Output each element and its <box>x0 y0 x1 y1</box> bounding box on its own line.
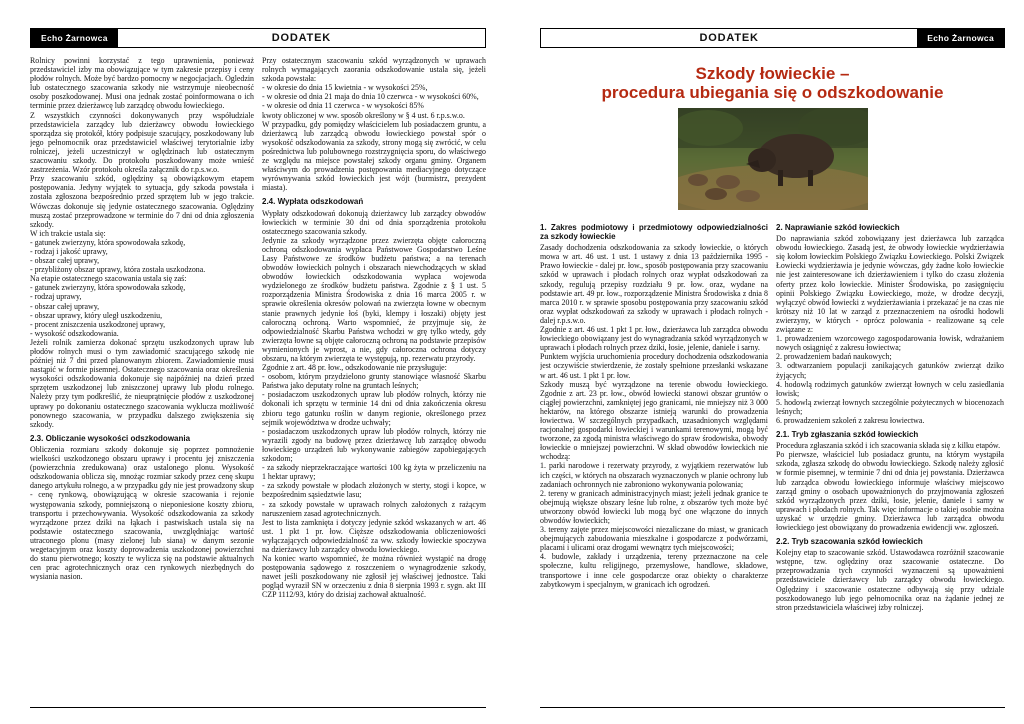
wild-boar-photo <box>678 108 868 210</box>
article-title-line-1: Szkody łowieckie – <box>695 64 850 83</box>
paragraph: W ich trakcie ustala się: <box>30 228 106 238</box>
paragraph: - w okresie do dnia 15 kwietnia - w wysokości 25%, <box>262 83 428 93</box>
paragraph: Jeżeli rolnik zamierza dokonać sprzętu uszkodzonych upraw lub płodów rolnych musi o tym zawiadomić szacującego szkodę nie później niż 7 dni przed planowanym zbiorem. Zawiadomienie musi nastąpić w formie pisemnej. Ostatecznego szacowania oraz określenia wysokości odszkodowania dokonuje się najpóźniej na dzień przed sprzętem uszkodzonej lub zniszczonej uprawy lub płodu rolnego. Należy przy tym podkreślić, że nieuprątnięcie płodów z uszkodzonej uprawy po dokonaniu ostatecznego szacowania wyklucza możliwość ponownego szacowania, w przypadku dalszego zwiększenia się szkody. <box>30 337 254 429</box>
paragraph: - za szkody powstałe w płodach złożonych w sterty, stogi i kopce, w bezpośrednim sąsiedztwie lasu; <box>262 481 486 500</box>
section-heading: 2.4. Wypłata odszkodowań <box>262 197 364 207</box>
footer-rule <box>30 707 486 708</box>
paragraph: Zgodnie z art. 46 ust. 1 pkt 1 pr. łow., dzierżawca lub zarządca obwodu łowieckiego obowiązany jest do wynagradzania szkód wyrządzonych w uprawach i płodach rolnych przez dziki, łosie, jelenie, daniele i sarny. <box>540 325 768 353</box>
section-heading: 1. Zakres podmiotowy i przedmiotowy odpowiedzialności za szkody łowieckie <box>540 223 768 242</box>
paragraph: Procedura zgłaszania szkód i ich szacowania składa się z kilku etapów. <box>776 441 1001 451</box>
paragraph: Jedynie za szkody wyrządzone przez zwierzęta objęte całoroczną ochroną odszkodowania wypłaca Państwowe Gospodarstwo Leśne Lasy Państwowe ze środków budżetu państwa; a na terenach obwodów łowieckich polnych i obszarach niewchodzących w skład obwodów łowieckich odszkodowania wypłaca wojewoda wydzielonego ze środków budżetu państwa. Zgodnie z § 1 ust. 5 rozporządzenia Ministra Środowiska z dnia 16 marca 2005 r. w sprawie określenia okresów polowań na zwierzęta łowne w obecnym stanie prawnych jedynie łoś (byki, klempy i łoszaki) objęty jest całoroczną ochroną. Warto wspomnieć, że przyjmuje się, że odpowiedzialność Skarbu Państwa wchodzi w grę tylko wtedy, gdy zwierzęta łowne są objęte całoroczną ochroną na podstawie przepisów wymienionych je wprost, a nie, gdy całoroczna ochrona dotyczy obszaru, na którym zwierzęta te występują, np. rezerwatu przyrody. <box>262 235 486 363</box>
publication-name: Echo Żarnowca <box>31 29 118 47</box>
right-column-2 <box>776 218 1004 706</box>
paragraph: Przy ostatecznym szacowaniu szkód wyrządzonych w uprawach rolnych wymagających zaorania odszkodowanie ustala się, jeżeli szkoda powstała: <box>262 56 486 84</box>
paragraph: - procent zniszczenia uszkodzonej uprawy, <box>30 319 166 329</box>
paragraph: 6. prowadzeniem szkoleń z zakresu łowiectwa. <box>776 415 925 425</box>
right-column-1 <box>540 218 768 706</box>
paragraph: 4. budowle, zakłady i urządzenia, tereny przeznaczone na cele społeczne, kultu religijnego, przemysłowe, handlowe, składowe, transportowe i inne cele gospodarcze oraz obiekty o charakterze zabytkowym i specjalnym, w granicach ich ogrodzeń. <box>540 552 768 589</box>
left-column-1 <box>30 56 254 716</box>
paragraph: Zgodnie z art. 48 pr. łow., odszkodowanie nie przysługuje: <box>262 363 447 373</box>
section-heading: 2.3. Obliczanie wysokości odszkodowania <box>30 433 191 443</box>
footer-rule <box>540 707 1005 708</box>
paragraph: Przy szacowaniu szkód, oględziny są obowiązkowym etapem postępowania. Jedyny wyjątek to sytuacja, gdy szkoda powstała i została zgłoszona bezpośrednio przed sprzętem lub w jego trakcie. Wówczas dokonuje się jedynie ostatecznego szacowania. Oględziny muszą zostać przeprowadzone w terminie do 7 dni od dnia zgłoszenia szkody. <box>30 174 254 229</box>
paragraph: - obszar całej uprawy, <box>30 301 100 311</box>
left-header-bar <box>30 28 486 48</box>
paragraph: Do naprawiania szkód zobowiązany jest dzierżawca lub zarządca obwodu łowieckiego. Zasadą jest, że obwody łowieckie wydzierżawia się kołom łowieckim Polskiego Związku Łowieckiego. Polski Związek Łowiecki wydzierżawia je jedynie wówczas, gdy żadne koło łowieckie nie jest zainteresowane ich dzierżawieniem i tylko do czasu złożenia oferty przez koło łowieckie. Minister Środowiska, po zasięgnięciu opinii Polskiego Związku Łowieckiego, może, w drodze decyzji, wyłączyć obwód łowiecki z wydzierżawiania i przekazać je na czas nie krótszy niż 10 lat w zarząd z przeznaczeniem na ośrodki hodowli zwierzyny, w których - oprócz polowania - realizowane są cele związane z: <box>776 234 1004 335</box>
paragraph: Po pierwsze, właściciel lub posiadacz gruntu, na którym wystąpiła szkoda, zgłasza szkodę do obwodu łowieckiego. Szkodę należy zgłosić w formie pisemnej, w terminie 7 dni od dnia jej powstania. Dzierżawca lub zarządca obwodu łowieckiego informuje właściwy miejscowo zarząd gminy o osobach upoważnionych do przyjmowania zgłoszeń szkód wyrządzonych przez dziki, łosie, jelenie, daniele i sarny w uprawach i płodach rolnych. Tak więc informacje o takiej osobie można uzyskać w urzędzie gminy. Dzierżawca lub zarządca obwodu łowieckiego jest obowiązany do prowadzenia ewidencji ww. zgłoszeń. <box>776 450 1004 532</box>
paragraph: - obszar uprawy, który uległ uszkodzeniu, <box>30 310 163 320</box>
paragraph: - rodzaj i jakość uprawy, <box>30 246 108 256</box>
paragraph: - obszar całej uprawy, <box>30 256 100 266</box>
paragraph: - wysokość odszkodowania. <box>30 328 119 338</box>
paragraph: - gatunek zwierzyny, która spowodowała szkodę, <box>30 283 186 293</box>
paragraph: 1. prowadzeniem wzorcowego zagospodarowania łowisk, wdrażaniem nowych osiągnięć z zakresu łowiectwa; <box>776 334 1004 353</box>
section-heading: 2.1. Tryb zgłaszania szkód łowieckich <box>776 430 919 440</box>
left-columns <box>30 56 486 716</box>
section-heading: 2. Naprawianie szkód łowieckich <box>776 223 900 232</box>
paragraph: Obliczenia rozmiaru szkody dokonuje się poprzez pomnożenie wielkości uszkodzonego obszaru uprawy i procentu jej zniszczenia (powierzchnia zredukowana) oraz ustalonego plonu. Wysokość odszkodowania oblicza się, mnożąc rozmiar szkody przez cenę skupu danego artykułu rolnego, a w przypadku gdy nie jest prowadzony skup - cenę rynkową, obowiązującą w okresie szacowania i rejonie występowania szkody, pomniejszoną o nieponiesione koszty zbioru, transportu i przechowywania. Wysokość odszkodowania za szkody wyrządzone przez dziki na łąkach i pastwiskach ustala się na podstawie ostatecznego szacowania, uwzględniając wartość utraconego plonu (masy zielonej lub siana) w danym sezonie wegetacyjnym oraz koszty doprowadzenia uszkodzonej powierzchni do stanu pierwotnego; koszty te wylicza się na podstawie aktualnych cen prac agrotechnicznych oraz cen rynkowych niezbędnych do wysiania nasion. <box>30 444 254 582</box>
right-header-bar <box>540 28 1005 48</box>
paragraph: 2. prowadzeniem badań naukowych; <box>776 352 892 362</box>
paragraph: Rolnicy powinni korzystać z tego uprawnienia, ponieważ przedstawiciel izby ma obowiązujące w tym zakresie przepisy i ceny płodów rolnych. Może być bardzo pomocny w negocjacjach. Ogledzin lub ostatecznego szacowania szkody nie wstrzymuje nieobecność osoby poszkodowanej. Musi ona jednak zostać poinformowana o ich terminie przez dzierżawcę lub zarządcę obwodu łowieckiego. <box>30 56 254 111</box>
paragraph: - posiadaczom uszkodzonych upraw lub płodów rolnych, którzy nie dokonali ich sprzętu w terminie 14 dni od dnia zakończenia okresu zbioru tego gatunku roślin w danym regionie, określonego przez sejmik województwa w drodze uchwały; <box>262 390 486 427</box>
paragraph: Zasady dochodzenia odszkodowania za szkody łowieckie, o których mowa w art. 46 ust. 1 ust. 1 ustawy z dnia 13 października 1995 - Prawo łowieckie - dalej pr. łow., sposób postępowania przy szacowaniu szkód w uprawach i płodach rolnych oraz wypłat odszkodowań za szkody, regulują przepisy rozdziału 9 pr. łow. oraz, wydane na podstawie art. 49 pr. łow., rozporządzenie Ministra Środowiska z dnia 8 marca 2010 r. w sprawie sposobu postępowania przy szacowaniu szkód oraz wypłat odszkodowań za szkody w uprawach i płodach rolnych - dalej r.p.s.w.o. <box>540 243 768 325</box>
paragraph: - w okresie od dnia 21 maja do dnia 10 czerwca - w wysokości 60%, <box>262 92 479 102</box>
paragraph: - osobom, którym przydzielono grunty stanowiące własność Skarbu Państwa jako deputaty rolne na gruntach leśnych; <box>262 372 486 391</box>
right-page <box>540 28 1005 708</box>
publication-name: Echo Żarnowca <box>917 29 1004 47</box>
paragraph: Na etapie ostatecznego szacowania ustala się zaś: <box>30 274 187 284</box>
paragraph: 3. tereny zajęte przez miejscowości niezaliczane do miast, w granicach obejmujących zabudowania mieszkalne i gospodarcze z podwórzami, placami i ulicami oraz drogami wewnątrz tych miejscowości; <box>540 525 768 553</box>
section-title: DODATEK <box>699 32 759 44</box>
paragraph: - za szkody powstałe w uprawach rolnych założonych z rażącym naruszeniem zasad agrotechnicznych. <box>262 499 486 518</box>
wild-boar-illustration <box>678 108 868 210</box>
paragraph: kwoty obliczonej w ww. sposób określony w § 4 ust. 6 r.p.s.w.o. <box>262 110 465 120</box>
paragraph: Z wszystkich czynności dokonywanych przy współudziale przedstawiciela zarządcy lub dzierżawcy obwodu łowieckiego sporządza się protokół, który podpisuje szacujący, poszkodowany lub jego pełnomocnik oraz przedstawiciel właściwej terytorialnie izby rolniczej, jeżeli uczestniczył w oględzinach lub ostatecznym szacowaniu szkody. Do protokołu poszkodowany może wnieść zastrzeżenia. Wzór protokołu określa załącznik do r.p.s.w.o. <box>30 110 254 175</box>
paragraph: - rodzaj uprawy, <box>30 292 82 302</box>
paragraph: Punktem wyjścia uruchomienia procedury dochodzenia odszkodowania jest oczywiście stwierdzenie, że zostały spełnione przesłanki wskazane w art. 46 ust. 1 pkt 1 pr. łow. <box>540 352 768 380</box>
paragraph: Szkody muszą być wyrządzone na terenie obwodu łowieckiego. Zgodnie z art. 23 pr. łow., obwód łowiecki stanowi obszar gruntów o ciągłej powierzchni, zamkniętej jego granicami, nie mniejszy niż 3 000 hektarów, na którego obszarze istnieją warunki do prowadzenia łowiectwa. W szczególnych przypadkach, uzasadnionych względami racjonalnej gospodarki łowieckiej i warunkami terenowymi, mogą być tworzone, za zgodą ministra właściwego do spraw środowiska, obwody łowieckie o mniejszej powierzchni. W skład obwodów łowieckich nie wchodzą: <box>540 379 768 462</box>
paragraph: - przybliżony obszar uprawy, która została uszkodzona. <box>30 265 206 275</box>
paragraph: - w okresie od dnia 11 czerwca - w wysokości 85% <box>262 101 424 111</box>
paragraph: Wypłaty odszkodowań dokonują dzierżawcy lub zarządcy obwodów łowieckich w terminie 30 dni od dnia sporządzenia protokołu ostatecznego szacowania szkody. <box>262 208 486 236</box>
paragraph: W przypadku, gdy pomiędzy właścicielem lub posiadaczem gruntu, a dzierżawcą lub zarządcą obwodu łowieckiego powstał spór o wysokość odszkodowania za szkody, strony mogą się zwrócić, w celu pośrednictwa lub polubownego rozstrzygnięcia sporu, do właściwego ze względu na miejsce powstałej szkody organu gminy. Organem właściwym do prowadzenia postępowania mediacyjnego dotyczące wyrównywania szkód łowieckich jest wójt (burmistrz, prezydent miasta). <box>262 119 486 193</box>
paragraph: 2. tereny w granicach administracyjnych miast; jeżeli jednak granice te obejmują większe obszary leśne lub rolne, z obszarów tych może być utworzony obwód łowiecki lub mogą być one włączone do innych obwodów łowieckich; <box>540 488 768 525</box>
paragraph: Na koniec warto wspomnieć, że można również wystąpić na drogę postępowania sądowego z roszczeniem o wynagrodzenie szkody, nawet jeśli poszkodowany nie zgłosił jej właściwej jednostce. Taki pogląd wyraził SN w orzeczeniu z dnia 8 sierpnia 1993 r. sygn. akt III CZP 1112/93, który do dzisiaj zachował aktualność. <box>262 554 486 600</box>
paragraph: Kolejny etap to szacowanie szkód. Ustawodawca rozróżnił szacowanie wstępne, tzw. oględziny oraz szacowanie ostateczne. Do przeprowadzania tych czynności wyznaczeni są upoważnieni przedstawiciele dzierżawcy lub zarządcy obwodu łowieckiego. Oględziny i szacowanie ostateczne odbywają się przy udziale poszkodowanego lub jego pełnomocnika oraz na żądanie jednej ze stron przedstawiciela właściwej izby rolniczej. <box>776 548 1004 612</box>
right-columns <box>540 218 1005 706</box>
paragraph: 1. parki narodowe i rezerwaty przyrody, z wyjątkiem rezerwatów lub ich części, w których na obszarach wyznaczonych w planie ochrony lub zadaniach ochronnych nie zabroniono wykonywania polowania; <box>540 461 768 489</box>
paragraph: - gatunek zwierzyny, która spowodowała szkodę, <box>30 237 186 247</box>
paragraph: - za szkody nieprzekraczające wartości 100 kg żyta w przeliczeniu na 1 hektar uprawy; <box>262 463 486 482</box>
paragraph: 4. hodowlą rodzimych gatunków zwierząt łownych w celu zasiedlania łowisk; <box>776 379 1004 398</box>
section-heading: 2.2. Tryb szacowania szkód łowieckich <box>776 537 923 547</box>
article-title <box>540 64 1005 102</box>
article-title-line-2: procedura ubiegania się o odszkodowanie <box>601 83 944 102</box>
left-page <box>30 28 486 708</box>
paragraph: Jest to lista zamknięta i dotyczy jedynie szkód wskazanych w art. 46 ust. 1 pkt 1 pr. łow. Cięższe odszkodowania obliczeniowości wyłączających odpowiedzialność za ww. szkody łowieckie spoczywa na dzierżawcy lub zarządcy obwodu łowieckiego. <box>262 517 486 554</box>
left-column-2 <box>262 56 486 716</box>
section-title: DODATEK <box>271 32 331 44</box>
paragraph: 3. odtwarzaniem populacji zanikających gatunków zwierząt dziko żyjących; <box>776 361 1004 380</box>
paragraph: 5. hodowlą zwierząt łownych szczególnie pożytecznych w biocenozach leśnych; <box>776 397 1004 416</box>
paragraph: - posiadaczom uszkodzonych upraw lub płodów rolnych, którzy nie wyrazili zgody na budowę przez dzierżawcę lub zarządcę obwodu łowieckiego urządzeń lub wykonywanie zabiegów zapobiegających szkodom; <box>262 426 486 464</box>
